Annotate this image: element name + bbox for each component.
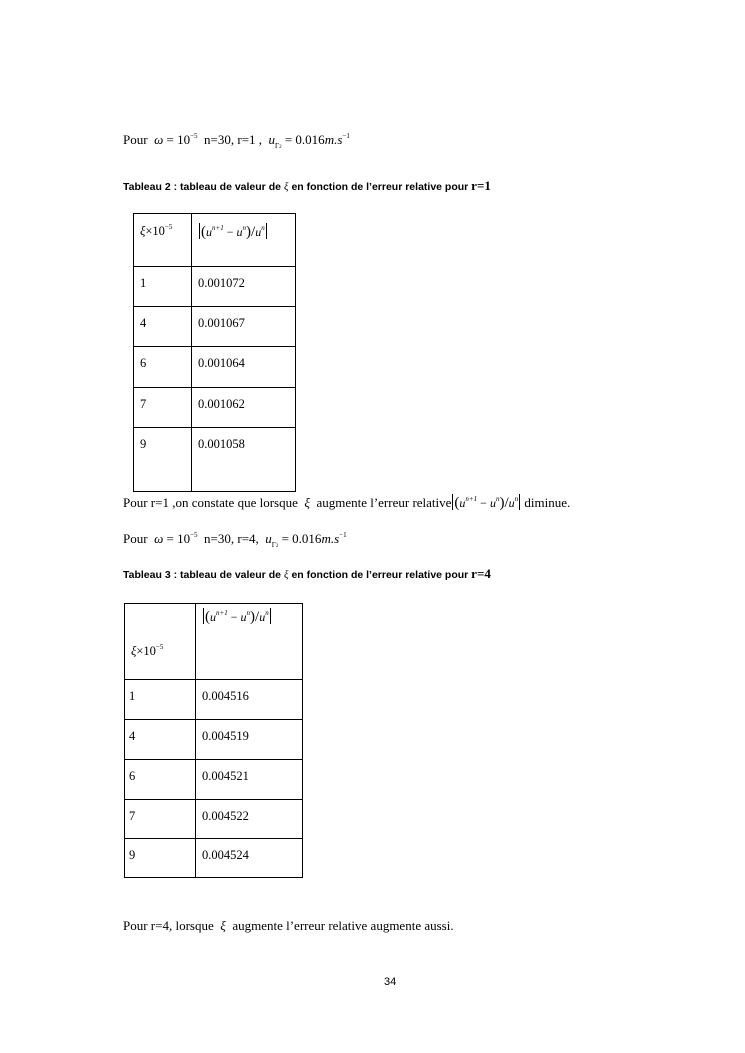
header-relative-error-cell: [192, 214, 296, 267]
table-header-row: [134, 214, 296, 267]
parameters-line-1: Pour $\omega = 10^{-5}$ n=30, r=1 , $u_{\Gamma 2} = 0.016m.s^{-1}$: [123, 132, 350, 150]
header-xi-cell: $\xi\times 10^{-5}$: [134, 214, 192, 267]
table-row: [134, 267, 296, 307]
page-number: 34: [384, 976, 397, 988]
table-row: [125, 800, 303, 839]
header-xi-cell: $\xi\times 10^{-5}$: [125, 604, 196, 680]
xi-cell: 6: [134, 347, 192, 388]
xi-cell: 1: [125, 680, 196, 720]
error-cell: 0.004524: [196, 839, 303, 878]
xi-cell: 9: [134, 428, 192, 492]
parameters-line-2: Pour $\omega = 10^{-5}$ n=30, r=4, $u_{\Gamma 2} = 0.016m.s^{-1}$: [123, 531, 347, 549]
error-cell: 0.004516: [196, 680, 303, 720]
relative-error-formula: $(u^{n+1} - u^n)/u^n$: [205, 609, 269, 625]
xi-cell: 4: [125, 720, 196, 760]
table-row: [125, 839, 303, 878]
table-2: [133, 213, 296, 492]
xi-cell: 1: [134, 267, 192, 307]
table-header-row: [125, 604, 303, 680]
error-cell: 0.001058: [192, 428, 296, 492]
xi-cell: 6: [125, 760, 196, 800]
relative-error-formula: $(u^{n+1} - u^n)/u^n$: [454, 495, 519, 511]
table-row: [134, 388, 296, 428]
error-cell: 0.001062: [192, 388, 296, 428]
table-row: [125, 760, 303, 800]
xi-cell: 9: [125, 839, 196, 878]
conclusion-r4: Pour r=4, lorsque ξ augmente l’erreur relative augmente aussi.: [123, 918, 454, 933]
error-cell: 0.004522: [196, 800, 303, 839]
table-row: [134, 347, 296, 388]
table-3: [124, 603, 303, 878]
table-3-caption: Tableau 3 : tableau de valeur de ξ en fonction de l’erreur relative pour r=4: [123, 566, 491, 581]
error-cell: 0.004521: [196, 760, 303, 800]
error-cell: 0.004519: [196, 720, 303, 760]
relative-error-formula: $(u^{n+1} - u^n)/u^n$: [201, 224, 265, 240]
table-row: [125, 720, 303, 760]
header-relative-error-cell: [196, 604, 303, 680]
table-row: [125, 680, 303, 720]
error-cell: 0.001064: [192, 347, 296, 388]
xi-cell: 4: [134, 307, 192, 347]
conclusion-r1: Pour r=1 ,on constate que lorsque ξ augmente l’erreur relative $(u^{n+1} - u^n)/u^n$ diminue.: [123, 495, 571, 511]
error-cell: 0.001067: [192, 307, 296, 347]
xi-cell: 7: [125, 800, 196, 839]
table-row: [134, 428, 296, 492]
table-2-caption: Tableau 2 : tableau de valeur de ξ en fonction de l’erreur relative pour r=1: [123, 178, 491, 193]
xi-cell: 7: [134, 388, 192, 428]
table-row: [134, 307, 296, 347]
error-cell: 0.001072: [192, 267, 296, 307]
